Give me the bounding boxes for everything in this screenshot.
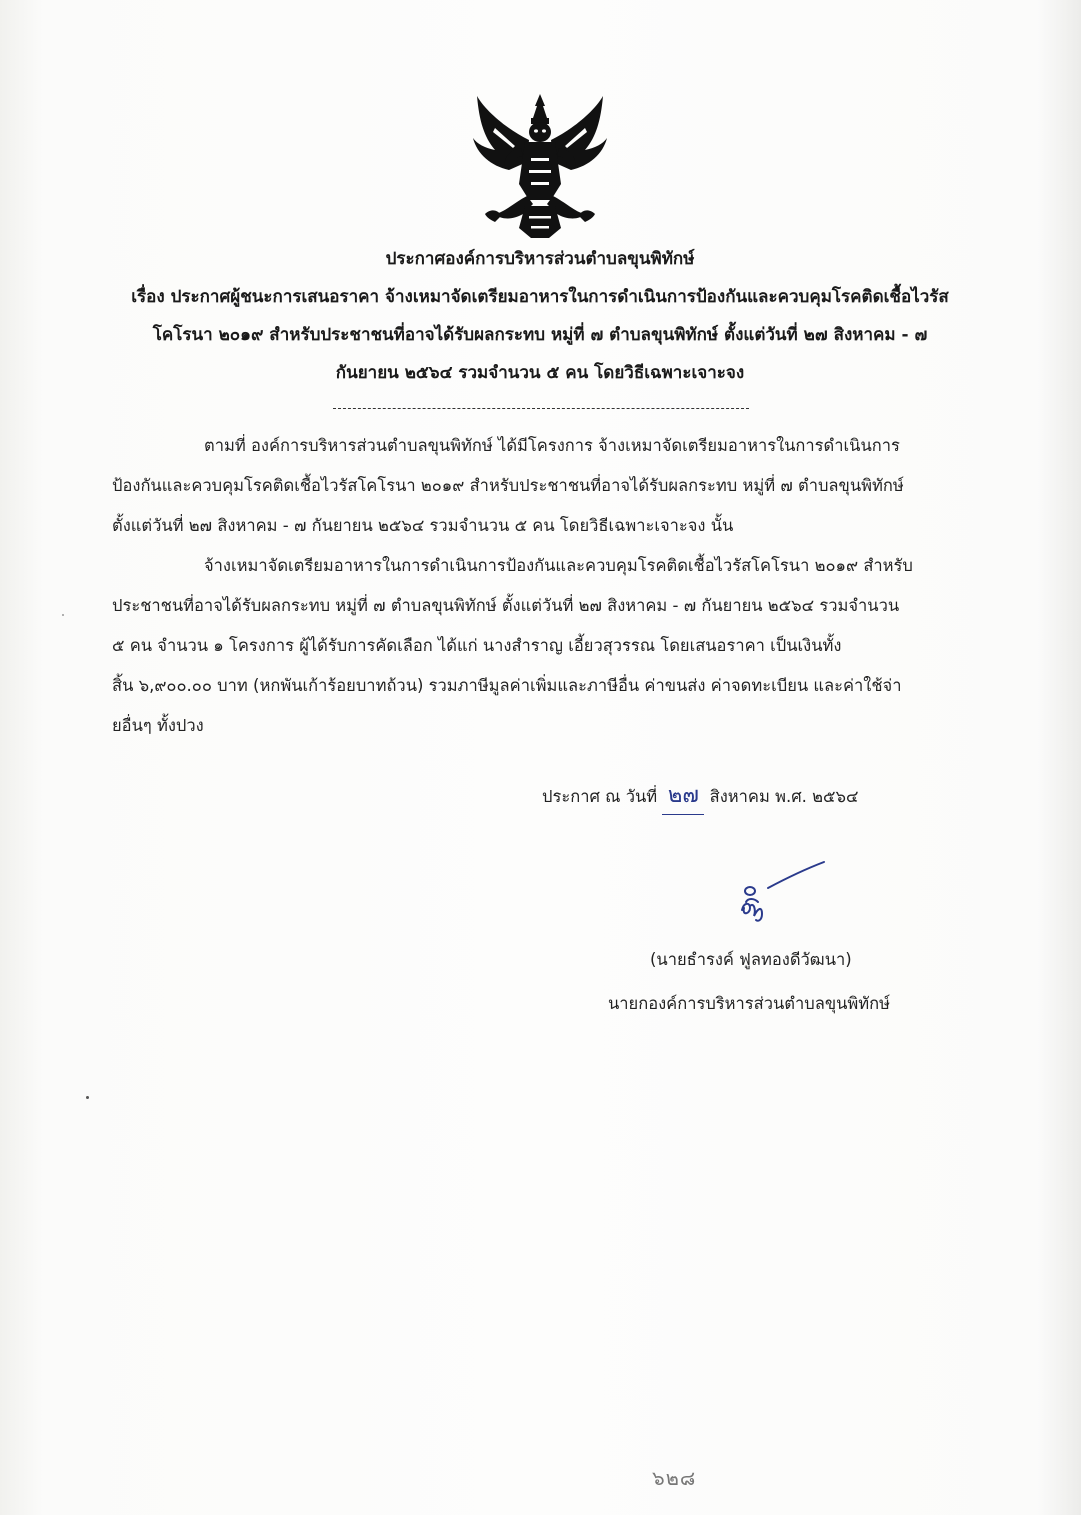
paper-speck bbox=[86, 1096, 89, 1099]
announcement-date bbox=[542, 778, 859, 815]
signatory-name: (นายธำรงค์ ฟูลทองดีวัฒนา) bbox=[650, 950, 852, 969]
announcement-prefix: ประกาศ ณ วันที่ bbox=[542, 787, 658, 806]
paragraph-2-line-4: สิ้น ๖,๙๐๐.๐๐ บาท (หกพันเก้าร้อยบาทถ้วน) รวมภาษีมูลค่าเพิ่มและภาษีอื่น ค่าขนส่ง ค่าจดทะเบียน และค่าใช้จ่า bbox=[112, 676, 902, 695]
paragraph-2-line-2: ประชาชนที่อาจได้รับผลกระทบ หมู่ที่ ๗ ตำบลขุนพิทักษ์ ตั้งแต่วันที่ ๒๗ สิงหาคม - ๗ กันยายน ๒๕๖๔ รวมจำนวน bbox=[112, 596, 900, 615]
subject-line-3: กันยายน ๒๕๖๔ รวมจำนวน ๕ คน โดยวิธีเฉพาะเจาะจง bbox=[335, 363, 745, 383]
page-number-mark: ๖๒๘ bbox=[652, 1466, 697, 1490]
handwritten-signature-icon bbox=[728, 858, 838, 933]
subject-line-2: โคโรนา ๒๐๑๙ สำหรับประชาชนที่อาจได้รับผลกระทบ หมู่ที่ ๗ ตำบลขุนพิทักษ์ ตั้งแต่วันที่ ๒๗ สิงหาคม - ๗ bbox=[152, 325, 928, 345]
paragraph-2-line-3: ๕ คน จำนวน ๑ โครงการ ผู้ได้รับการคัดเลือก ได้แก่ นางสำราญ เอี้ยวสุวรรณ โดยเสนอราคา เป็นเงินทั้ง bbox=[112, 636, 842, 655]
paragraph-2-line-1: จ้างเหมาจัดเตรียมอาหารในการดำเนินการป้องกันและควบคุมโรคติดเชื้อไวรัสโคโรนา ๒๐๑๙ สำหรับ bbox=[204, 556, 913, 575]
paper-speck bbox=[62, 614, 64, 616]
paragraph-1-line-3: ตั้งแต่วันที่ ๒๗ สิงหาคม - ๗ กันยายน ๒๕๖๔ รวมจำนวน ๕ คน โดยวิธีเฉพาะเจาะจง นั้น bbox=[112, 516, 734, 535]
handwritten-day: ๒๗ bbox=[662, 778, 704, 815]
announcement-suffix: สิงหาคม พ.ศ. ๒๕๖๔ bbox=[709, 787, 859, 806]
header-divider bbox=[333, 408, 749, 409]
document-body bbox=[112, 426, 962, 746]
garuda-emblem-icon bbox=[465, 88, 615, 243]
signatory-position: นายกองค์การบริหารส่วนตำบลขุนพิทักษ์ bbox=[608, 994, 891, 1013]
document-header bbox=[100, 240, 980, 392]
paragraph-2-line-5: ยอื่นๆ ทั้งปวง bbox=[112, 716, 204, 735]
subject-line-1: เรื่อง ประกาศผู้ชนะการเสนอราคา จ้างเหมาจัดเตรียมอาหารในการดำเนินการป้องกันและควบคุมโรคติดเชื้อไวรัส bbox=[131, 287, 949, 307]
paragraph-1-line-2: ป้องกันและควบคุมโรคติดเชื้อไวรัสโคโรนา ๒๐๑๙ สำหรับประชาชนที่อาจได้รับผลกระทบ หมู่ที่ ๗ ตำบลขุนพิทักษ์ bbox=[112, 476, 904, 495]
paragraph-1-line-1: ตามที่ องค์การบริหารส่วนตำบลขุนพิทักษ์ ได้มีโครงการ จ้างเหมาจัดเตรียมอาหารในการดำเนินการ bbox=[204, 436, 900, 455]
document-title: ประกาศองค์การบริหารส่วนตำบลขุนพิทักษ์ bbox=[385, 249, 695, 269]
